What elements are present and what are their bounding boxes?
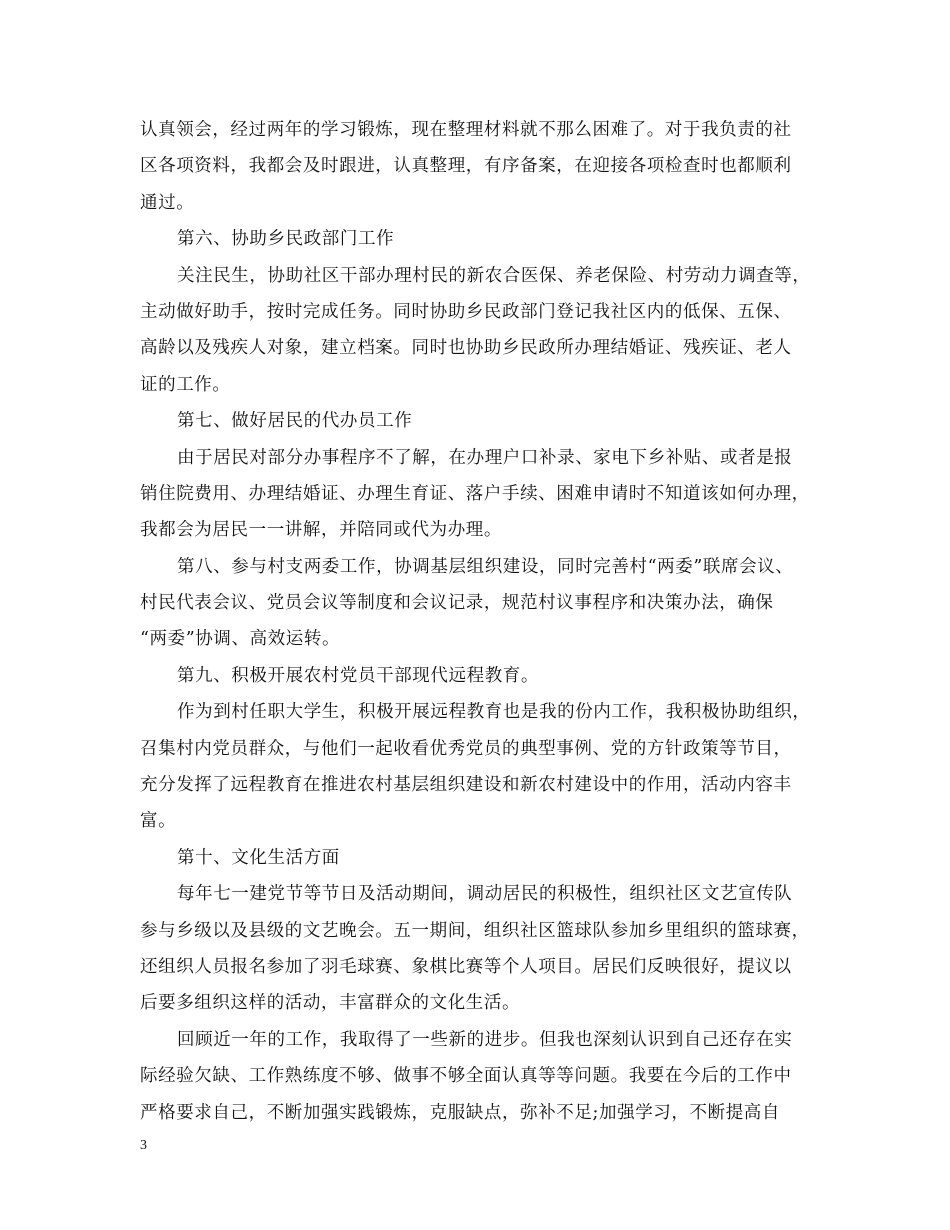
text-line: 际经验欠缺、工作熟练度不够、做事不够全面认真等等问题。我要在今后的工作中: [140, 1066, 792, 1087]
document-body: [140, 112, 820, 1131]
text-line: 参与乡级以及县级的文艺晚会。五一期间，组织社区篮球队参加乡里组织的篮球赛，: [140, 920, 810, 941]
text-line: 第七、做好居民的代办员工作: [177, 411, 413, 432]
text-line: 由于居民对部分办事程序不了解，在办理户口补录、家电下乡补贴、或者是报: [177, 447, 793, 468]
text-line: 我都会为居民一一讲解，并陪同或代为办理。: [140, 520, 502, 541]
text-line: 作为到村任职大学生，积极开展远程教育也是我的份内工作，我积极协助组织，: [177, 702, 811, 723]
text-line: 村民代表会议、党员会议等制度和会议记录，规范村议事程序和决策办法，确保: [140, 593, 774, 614]
text-line: 后要多组织这样的活动，丰富群众的文化生活。: [140, 993, 521, 1014]
text-line: 还组织人员报名参加了羽毛球赛、象棋比赛等个人项目。居民们反映很好，提议以: [140, 956, 792, 977]
text-line: 通过。: [140, 192, 195, 213]
text-line: 关注民生，协助社区干部办理村民的新农合医保、养老保险、村劳动力调查等，: [177, 265, 811, 286]
text-line: 销住院费用、办理结婚证、办理生育证、落户手续、困难申请时不知道该如何办理，: [140, 483, 810, 504]
text-line: 第六、协助乡民政部门工作: [177, 229, 395, 250]
text-line: 富。: [140, 811, 177, 832]
text-line: 证的工作。: [140, 374, 231, 395]
text-line: 区各项资料，我都会及时跟进，认真整理，有序备案，在迎接各项检查时也都顺利: [140, 156, 792, 177]
text-line: 每年七一建党节等节日及活动期间，调动居民的积极性，组织社区文艺宣传队: [177, 884, 793, 905]
text-line: “两委”协调、高效运转。: [140, 629, 341, 650]
page-number: 3: [140, 1138, 147, 1153]
text-line: 第九、积极开展农村党员干部现代远程教育。: [177, 665, 539, 686]
text-line: 严格要求自己，不断加强实践锻炼，克服缺点，弥补不足;加强学习，不断提高自: [140, 1102, 780, 1123]
text-line: 认真领会，经过两年的学习锻炼，现在整理材料就不那么困难了。对于我负责的社: [140, 120, 792, 140]
text-line: 充分发挥了远程教育在推进农村基层组织建设和新农村建设中的作用，活动内容丰: [140, 775, 792, 796]
text-line: 第八、参与村支两委工作，协调基层组织建设，同时完善村“两委”联席会议、: [177, 556, 794, 577]
text-line: 高龄以及残疾人对象，建立档案。同时也协助乡民政所办理结婚证、残疾证、老人: [140, 338, 792, 359]
text-line: 第十、文化生活方面: [177, 847, 340, 868]
text-line: 主动做好助手，按时完成任务。同时协助乡民政部门登记我社区内的低保、五保、: [140, 301, 792, 322]
text-line: 召集村内党员群众，与他们一起收看优秀党员的典型事例、党的方针政策等节目，: [140, 738, 792, 759]
text-line: 回顾近一年的工作，我取得了一些新的进步。但我也深刻认识到自己还存在实: [177, 1029, 793, 1050]
